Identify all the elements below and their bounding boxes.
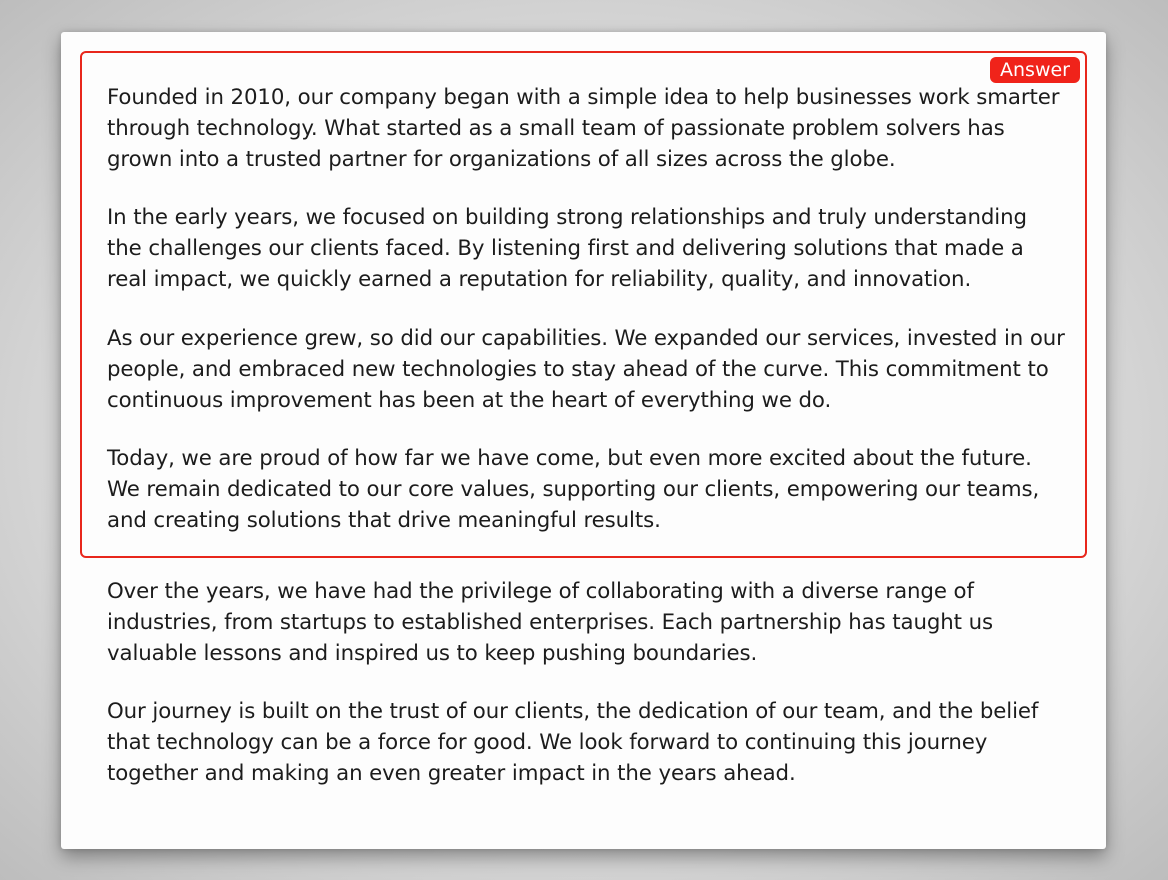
paragraph-4: Today, we are proud of how far we have come, but even more excited about the future. We remain dedicated to our core values, supporting our clients, empowering our teams, and creating solutions that drive meaningful results. xyxy=(107,446,1040,533)
paragraph-6: Our journey is built on the trust of our clients, the dedication of our team, and the belief that technology can be a force for good. We look forward to continuing this journey together and making an even greater impact in the years ahead. xyxy=(107,699,1039,786)
paragraph-5: Over the years, we have had the privilege of collaborating with a diverse range of industries, from startups to established enterprises. Each partnership has taught us valuable lessons and inspired us to keep pushing boundaries. xyxy=(107,579,993,666)
answer-label: Answer xyxy=(990,57,1080,83)
paragraph-1: Founded in 2010, our company began with a simple idea to help businesses work smarter through technology. What started as a small team of passionate problem solvers has grown into a trusted partner for organizations of all sizes across the globe. xyxy=(107,85,1060,172)
paragraph-2: In the early years, we focused on building strong relationships and truly understanding the challenges our clients faced. By listening first and delivering solutions that made a real impact, we quickly earned a reputation for reliability, quality, and innovation. xyxy=(107,205,1027,292)
paragraph-3: As our experience grew, so did our capabilities. We expanded our services, invested in our people, and embraced new technologies to stay ahead of the curve. This commitment to continuous improvement has been at the heart of everything we do. xyxy=(107,326,1065,413)
